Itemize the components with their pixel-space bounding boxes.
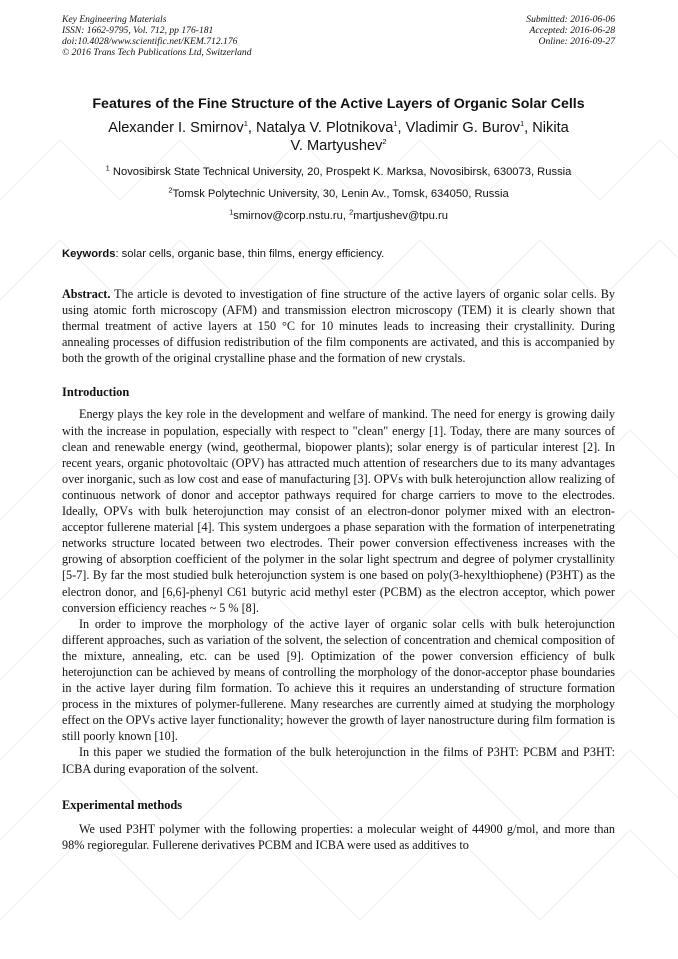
section-heading-experimental: Experimental methods [62,797,183,812]
affil-mark: 1 [105,163,110,173]
keywords-text: : solar cells, organic base, thin films, energy efficiency. [115,248,385,260]
author-affil-mark: 1 [243,119,248,129]
email-link[interactable]: smirnov@corp.nstu.ru, [233,210,350,222]
paragraph: Energy plays the key role in the development and welfare of mankind. The need for energy is growing daily with the increase in population, especially with respect to "clean" energy [1]. Today, there are many sources of clean and renewable energy (wind, geothermal, biopower plants); solar energy is of particular interest [2]. In recent years, organic photovoltaic (OPV) has attracted much attention of researchers due to its many advantages over inorganic, such as low cost and ease of manufacturing [3]. OPVs with bulk heterojunction allow realizing of continuous network of donor and acceptor pathways required for charge carriers to move to the electrodes. Ideally, OPVs with bulk heterojunction may consist of an electron-donor polymer mixed with an electron-acceptor fullerene material [4]. This system undergoes a phase separation with the formation of interpenetrating networks structure located between two electrodes. Their power conversion effectiveness increases with the growing of absorption coefficient of the polymer in the solar light spectrum and degree of polymer crystallinity [5-7]. By far the most studied bulk heterojunction system is one based on poly(3-hexylthiophene) (P3HT) as the electron donor, and [6,6]-phenyl C61 butyric acid methyl ester (PCBM) as the electron acceptor, which power conversion efficiency reaches ~ 5 % [8]. [62,407,615,615]
paragraph: We used P3HT polymer with the following properties: a molecular weight of 44900 g/mol, and more than 98% regioregular. Fullerene derivatives PCBM and ICBA were used as additives to [62,821,615,852]
introduction-body [62,406,615,776]
keywords-label: Keywords [62,248,116,260]
affil-text: Novosibirsk State Technical University, 20, Prospekt K. Marksa, Novosibirsk, 630073, Russia [112,166,572,178]
accepted-date: Accepted: 2016-06-28 [529,25,615,36]
paper-page [62,14,615,853]
email-link[interactable]: martjushev@tpu.ru [353,210,448,222]
abstract-label: Abstract. [62,287,111,301]
author-affil-mark: 1 [393,119,398,129]
author-list: Alexander I. Smirnov$^1$, Natalya V. Plotnikova$^1$, Vladimir G. Burov$^1$, Nikita V. Martyushev$^2$ [108,119,569,154]
abstract-text: The article is devoted to investigation of fine structure of the active layers of organic solar cells. By using atomic forth microscopy (AFM) and transmission electron microscopy (TEM) it is clearly shown that thermal treatment of active layers at 150 °C for 10 minutes leads to increasing their crystallinity. During annealing processes of diffusion redistribution of the film components are activated, and this is accompanied by both the growth of the original crystalline phase and the formation of new crystals. [62,287,615,366]
author-name: Natalya V. Plotnikova [255,120,394,136]
email-mark: 1 [229,207,234,217]
section-heading-introduction: Introduction [62,385,130,400]
journal-doi: doi:10.4028/www.scientific.net/KEM.712.176 [62,36,238,47]
author-name: Vladimir G. Burov [405,120,520,136]
abstract [62,286,615,366]
email-mark: 2 [349,207,354,217]
author-affil-mark: 1 [519,119,525,129]
affiliation-2 [62,187,615,201]
journal-info [62,14,252,58]
affiliation-1 [62,165,615,179]
author-name: Nikita V. Martyushev [290,120,569,154]
email-line [62,209,615,223]
paragraph: In order to improve the morphology of the active layer of organic solar cells with bulk heterojunction different approaches, such as variation of the solvent, the selection of concentration and chemical composition of the mixture, annealing, etc. can be used [9]. Optimization of the power conversion efficiency of bulk heterojunction can be achieved by means of controlling the morphology of the donor-acceptor phase boundaries in the active layer during film formation. To achieve this it requires an understanding of structure formation process in the mixtures of polymer-fullerene. Many researches are currently aimed at studying the morphology effect on the OPVs active layer functionality; however the growth of layer nanostructure during film formation is still poorly known [10]. [62,616,615,744]
author-affil-mark: 2 [382,137,387,147]
affil-mark: 2 [168,185,173,195]
submitted-date: Submitted: 2016-06-06 [526,14,615,25]
online-date: Online: 2016-09-27 [538,36,615,47]
affil-text: Tomsk Polytechnic University, 30, Lenin Av., Tomsk, 634050, Russia [172,188,509,200]
keywords [62,247,615,261]
journal-copyright: © 2016 Trans Tech Publications Ltd, Switzerland [62,47,252,58]
experimental-body [62,821,615,853]
journal-name: Key Engineering Materials [62,14,167,25]
journal-issn: ISSN: 1662-9795, Vol. 712, pp 176-181 [62,25,214,36]
submission-dates [526,14,615,47]
paper-title: Features of the Fine Structure of the Active Layers of Organic Solar Cells [92,96,585,112]
author-name: Alexander I. Smirnov [108,120,244,136]
paragraph: In this paper we studied the formation of the bulk heterojunction in the films of P3HT: PCBM and P3HT: ICBA during evaporation of the solvent. [62,745,615,776]
journal-header [62,14,615,62]
